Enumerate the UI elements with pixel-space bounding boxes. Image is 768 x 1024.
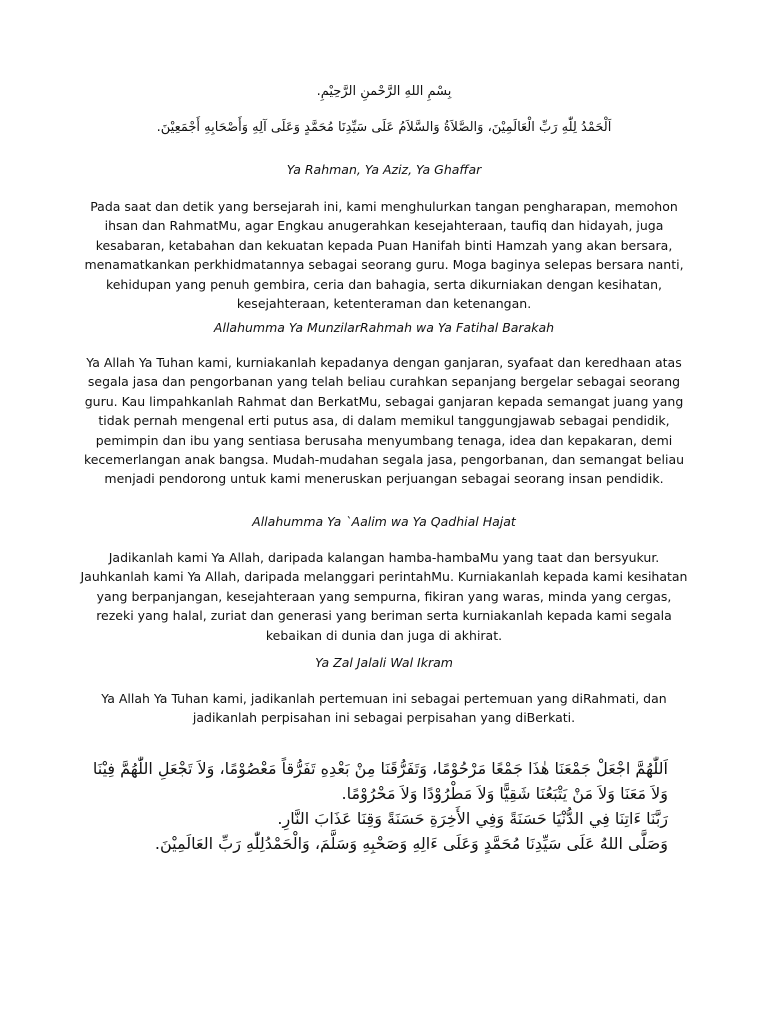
hamdalah-line: اَلْحَمْدُ لِلّٰهِ رَبِّ الْعَالَمِيْنَ، وَالصَّلاَةُ وَالسَّلاَمُ عَلَى سَيِّدِنَا مُحَمَّدٍ وَعَلَى آلِهِ وَأَصْحَابِهِ أَجْمَعِيْنَ. xyxy=(156,120,612,135)
closing-line-4: وَصَلَّى اللهُ عَلَى سَيِّدِنَا مُحَمَّدٍ وَعَلَى ءَالِهِ وَصَحْبِهِ وَسَلَّمَ، وَالْحَمْدُلِلّٰهِ رَبِّ العَالَمِيْنَ. xyxy=(154,834,668,853)
closing-line-1: اَللّٰهُمَّ اجْعَلْ جَمْعَنَا هٰذَا جَمْعًا مَرْحُوْمًا، وَتَفَرُّقَنَا مِنْ بَعْدِهِ تَفَرُّقاً مَعْصُوْمًا، وَلاَ تَجْعَلِ اللّٰهُمَّ فِيْنَا xyxy=(92,759,668,778)
section-heading-2: Allahumma Ya MunzilarRahmah wa Ya Fatihal Barakah xyxy=(213,320,555,335)
section-heading-4: Ya Zal Jalali Wal Ikram xyxy=(315,655,453,670)
closing-line-3: رَبَّنَا ءَاتِنَا فِي الدُّنْيَا حَسَنَةً وَفِي الأَخِرَةِ حَسَنَةً وَقِنَا عَذَابَ النَّارِ. xyxy=(277,809,668,828)
closing-line-2: وَلاَ مَعَنَا وَلاَ مَنْ يَتْبَعُنَا شَقِيًّا وَلاَ مَطْرُوْدًا وَلاَ مَحْرُوْمًا. xyxy=(341,784,668,803)
section-heading-3: Allahumma Ya `Aalim wa Ya Qadhial Hajat xyxy=(252,514,516,529)
section-body-4: Ya Allah Ya Tuhan kami, jadikanlah pertemuan ini sebagai pertemuan yang diRahmati, dan jadikanlah perpisahan ini sebagai perpisahan yang diBerkati. xyxy=(101,691,667,726)
section-body-3: Jadikanlah kami Ya Allah, daripada kalangan hamba-hambaMu yang taat dan bersyukur. Jauhkanlah kami Ya Allah, daripada melanggari perintahMu. Kurniakanlah kepada kami kesihatan yang berpanjangan, kesejahteraan yang sempurna, fikiran yang waras, minda yang cergas, rezeki yang halal, zuriat dan generasi yang beriman serta kurniakanlah kepada kami segala kebaikan di dunia dan juga di akhirat. xyxy=(80,550,688,643)
closing-prayer xyxy=(92,756,668,856)
bismillah-line: بِسْمِ اللهِ الرَّحْمنِ الرَّحِيْمِ. xyxy=(316,84,452,99)
section-body-1: Pada saat dan detik yang bersejarah ini, kami menghulurkan tangan pengharapan, memohon ihsan dan RahmatMu, agar Engkau anugerahkan kesejahteraan, taufiq dan hidayah, juga kesabaran, ketabahan dan kekuatan kepada Puan Hanifah binti Hamzah yang akan bersara, menamatkankan perkhidmatannya sebagai seorang guru. Moga baginya selepas bersara nanti, kehidupan yang penuh gembira, ceria dan bahagia, serta dikurniakan dengan kesihatan, kesejahteraan, ketenteraman dan ketenangan. xyxy=(84,199,684,312)
section-heading-1: Ya Rahman, Ya Aziz, Ya Ghaffar xyxy=(286,162,482,177)
section-body-2: Ya Allah Ya Tuhan kami, kurniakanlah kepadanya dengan ganjaran, syafaat dan keredhaan atas segala jasa dan pengorbanan yang telah beliau curahkan sepanjang bergelar sebagai seorang guru. Kau limpahkanlah Rahmat dan BerkatMu, sebagai ganjaran kepada semangat juang yang tidak pernah mengenal erti putus asa, di dalam memikul tanggungjawab sebagai pendidik, pemimpin dan ibu yang sentiasa berusaha menyumbang tenaga, idea dan kepakaran, demi kecemerlangan anak bangsa. Mudah-mudahan segala jasa, pengorbanan, dan semangat beliau menjadi pendorong untuk kami meneruskan perjuangan sebagai seorang insan pendidik. xyxy=(83,355,685,487)
